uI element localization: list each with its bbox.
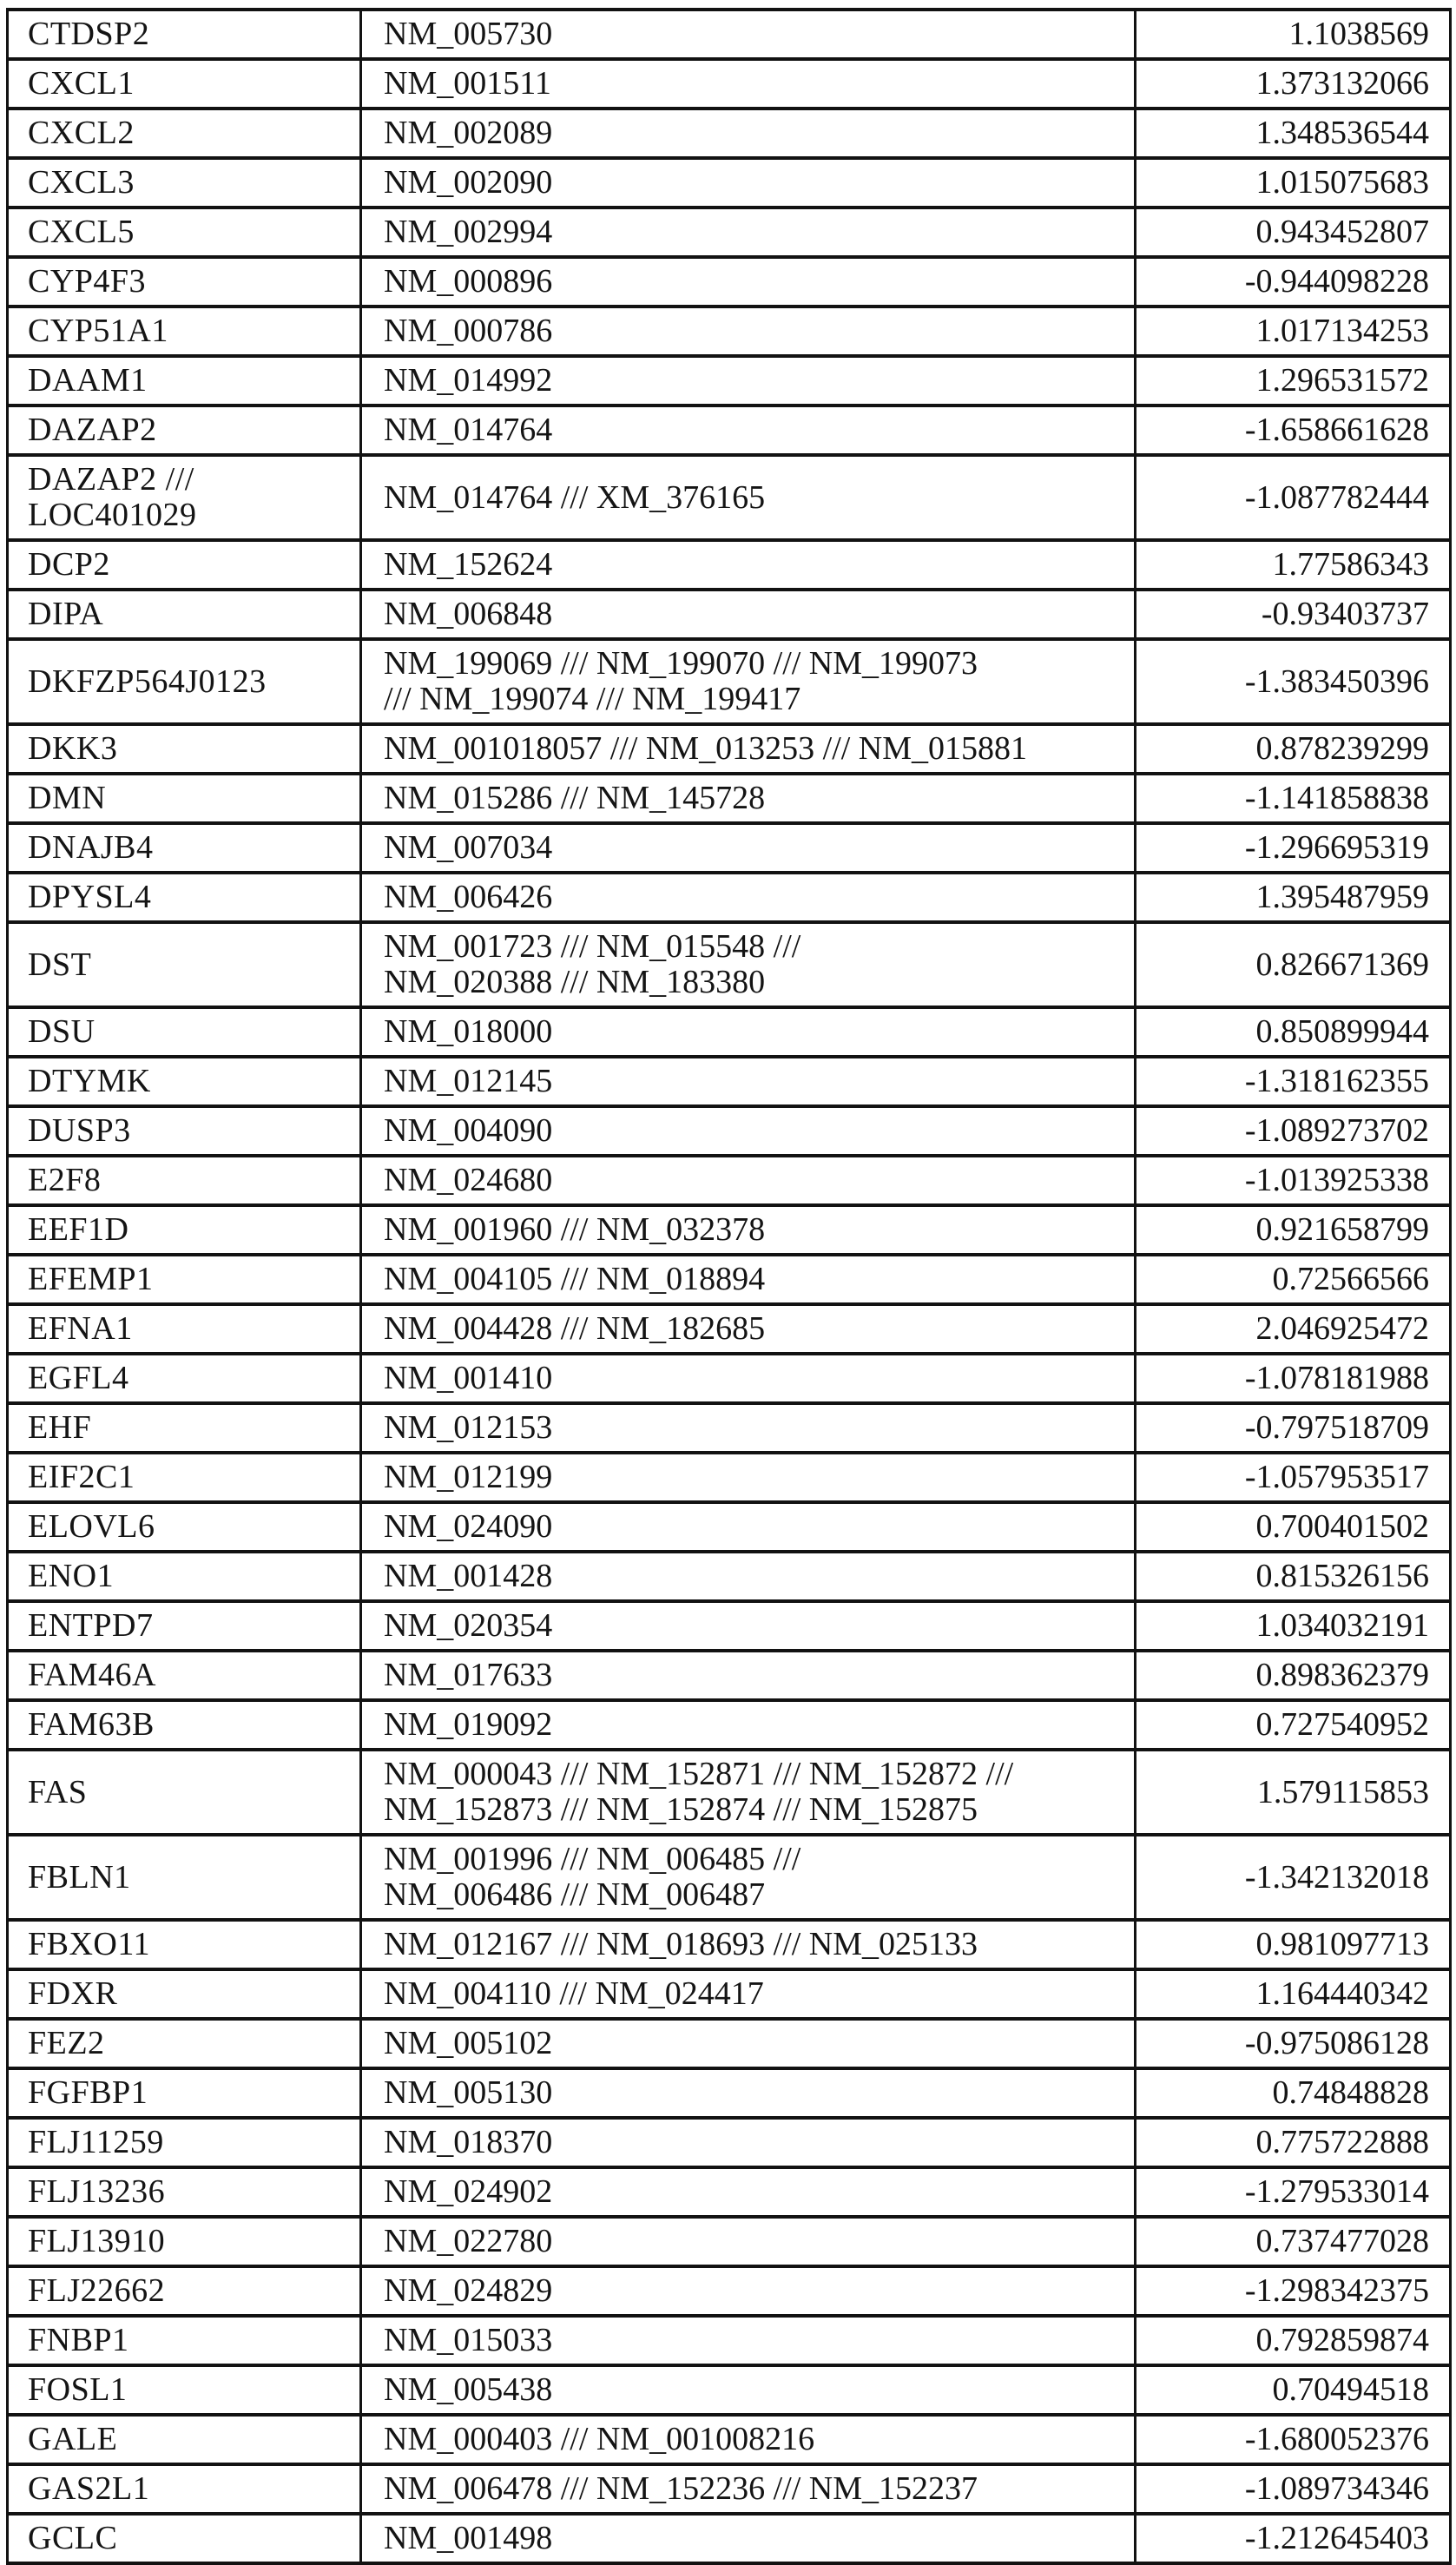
gene-table-body (8, 10, 1451, 2563)
accession-number-cell: NM_001498 (361, 2514, 1136, 2563)
accession-number-cell: NM_005438 (361, 2365, 1136, 2415)
table-row (8, 2316, 1451, 2365)
expression-value-cell: -1.680052376 (1136, 2415, 1451, 2464)
expression-value-cell: 1.77586343 (1136, 540, 1451, 590)
table-row (8, 1835, 1451, 1920)
gene-symbol-cell: ELOVL6 (8, 1502, 361, 1552)
accession-number-cell: NM_001511 (361, 59, 1136, 109)
expression-value-cell: -1.141858838 (1136, 774, 1451, 823)
expression-value-cell: -0.944098228 (1136, 257, 1451, 307)
gene-symbol-cell: ENO1 (8, 1552, 361, 1601)
table-row (8, 406, 1451, 455)
expression-value-cell: 0.850899944 (1136, 1007, 1451, 1057)
accession-number-cell: NM_002090 (361, 158, 1136, 208)
expression-value-cell: 1.579115853 (1136, 1750, 1451, 1835)
accession-number-cell: NM_001723 /// NM_015548 /// NM_020388 /// NM_183380 (361, 922, 1136, 1007)
accession-number-cell: NM_000403 /// NM_001008216 (361, 2415, 1136, 2464)
gene-symbol-cell: FAM46A (8, 1651, 361, 1700)
table-row (8, 1255, 1451, 1304)
accession-number-cell: NM_002994 (361, 208, 1136, 257)
accession-number-cell: NM_024902 (361, 2167, 1136, 2217)
gene-symbol-cell: DKK3 (8, 724, 361, 774)
expression-value-cell: -0.975086128 (1136, 2019, 1451, 2068)
expression-value-cell: -1.342132018 (1136, 1835, 1451, 1920)
table-row (8, 1969, 1451, 2019)
accession-number-cell: NM_001996 /// NM_006485 /// NM_006486 /// NM_006487 (361, 1835, 1136, 1920)
gene-symbol-cell: CXCL2 (8, 109, 361, 158)
expression-value-cell: 1.296531572 (1136, 356, 1451, 406)
table-row (8, 1700, 1451, 1750)
expression-value-cell: -1.279533014 (1136, 2167, 1451, 2217)
accession-number-cell: NM_015033 (361, 2316, 1136, 2365)
table-row (8, 2118, 1451, 2167)
gene-symbol-cell: ENTPD7 (8, 1601, 361, 1651)
accession-number-cell: NM_002089 (361, 109, 1136, 158)
table-row (8, 1304, 1451, 1354)
expression-value-cell: 0.74848828 (1136, 2068, 1451, 2118)
accession-number-cell: NM_014764 (361, 406, 1136, 455)
accession-number-cell: NM_024829 (361, 2266, 1136, 2316)
gene-symbol-cell: DCP2 (8, 540, 361, 590)
accession-number-cell: NM_012145 (361, 1057, 1136, 1106)
expression-value-cell: -1.296695319 (1136, 823, 1451, 873)
accession-number-cell: NM_020354 (361, 1601, 1136, 1651)
accession-number-cell: NM_004105 /// NM_018894 (361, 1255, 1136, 1304)
expression-value-cell: -1.383450396 (1136, 639, 1451, 724)
expression-value-cell: -1.318162355 (1136, 1057, 1451, 1106)
accession-number-cell: NM_014764 /// XM_376165 (361, 455, 1136, 540)
table-row (8, 540, 1451, 590)
gene-symbol-cell: DMN (8, 774, 361, 823)
table-row (8, 1354, 1451, 1403)
gene-symbol-cell: GALE (8, 2415, 361, 2464)
table-row (8, 455, 1451, 540)
table-row (8, 1601, 1451, 1651)
gene-symbol-cell: FLJ22662 (8, 2266, 361, 2316)
gene-symbol-cell: EFNA1 (8, 1304, 361, 1354)
table-row (8, 1106, 1451, 1156)
table-row (8, 639, 1451, 724)
expression-value-cell: 0.792859874 (1136, 2316, 1451, 2365)
accession-number-cell: NM_007034 (361, 823, 1136, 873)
table-row (8, 590, 1451, 639)
gene-symbol-cell: FLJ13910 (8, 2217, 361, 2266)
gene-symbol-cell: FOSL1 (8, 2365, 361, 2415)
accession-number-cell: NM_000786 (361, 307, 1136, 356)
expression-value-cell: -1.089734346 (1136, 2464, 1451, 2514)
expression-value-cell: 0.826671369 (1136, 922, 1451, 1007)
accession-number-cell: NM_001410 (361, 1354, 1136, 1403)
gene-symbol-cell: FGFBP1 (8, 2068, 361, 2118)
table-row (8, 10, 1451, 59)
table-row (8, 2464, 1451, 2514)
table-row (8, 2365, 1451, 2415)
expression-value-cell: 0.775722888 (1136, 2118, 1451, 2167)
accession-number-cell: NM_019092 (361, 1700, 1136, 1750)
gene-symbol-cell: FAM63B (8, 1700, 361, 1750)
table-row (8, 356, 1451, 406)
table-row (8, 2514, 1451, 2563)
accession-number-cell: NM_000896 (361, 257, 1136, 307)
gene-symbol-cell: DUSP3 (8, 1106, 361, 1156)
accession-number-cell: NM_000043 /// NM_152871 /// NM_152872 /// NM_152873 /// NM_152874 /// NM_152875 (361, 1750, 1136, 1835)
expression-value-cell: 0.981097713 (1136, 1920, 1451, 1969)
expression-value-cell: 0.815326156 (1136, 1552, 1451, 1601)
accession-number-cell: NM_004428 /// NM_182685 (361, 1304, 1136, 1354)
expression-value-cell: 1.395487959 (1136, 873, 1451, 922)
gene-symbol-cell: CXCL5 (8, 208, 361, 257)
gene-symbol-cell: CTDSP2 (8, 10, 361, 59)
gene-symbol-cell: FLJ11259 (8, 2118, 361, 2167)
gene-symbol-cell: DNAJB4 (8, 823, 361, 873)
table-row (8, 307, 1451, 356)
gene-symbol-cell: CYP51A1 (8, 307, 361, 356)
table-row (8, 1750, 1451, 1835)
table-row (8, 2019, 1451, 2068)
gene-symbol-cell: EHF (8, 1403, 361, 1453)
expression-value-cell: 0.70494518 (1136, 2365, 1451, 2415)
table-row (8, 873, 1451, 922)
accession-number-cell: NM_001428 (361, 1552, 1136, 1601)
expression-value-cell: 0.727540952 (1136, 1700, 1451, 1750)
table-row (8, 59, 1451, 109)
accession-number-cell: NM_006426 (361, 873, 1136, 922)
gene-symbol-cell: CXCL1 (8, 59, 361, 109)
expression-value-cell: -1.658661628 (1136, 406, 1451, 455)
table-row (8, 1205, 1451, 1255)
expression-value-cell: -0.93403737 (1136, 590, 1451, 639)
expression-value-cell: 0.921658799 (1136, 1205, 1451, 1255)
gene-symbol-cell: GAS2L1 (8, 2464, 361, 2514)
accession-number-cell: NM_199069 /// NM_199070 /// NM_199073 /// NM_199074 /// NM_199417 (361, 639, 1136, 724)
gene-symbol-cell: CXCL3 (8, 158, 361, 208)
accession-number-cell: NM_018370 (361, 2118, 1136, 2167)
table-row (8, 2068, 1451, 2118)
expression-value-cell: -1.089273702 (1136, 1106, 1451, 1156)
expression-value-cell: 1.373132066 (1136, 59, 1451, 109)
expression-value-cell: 0.878239299 (1136, 724, 1451, 774)
expression-value-cell: 1.017134253 (1136, 307, 1451, 356)
gene-symbol-cell: FDXR (8, 1969, 361, 2019)
table-row (8, 1453, 1451, 1502)
gene-symbol-cell: DPYSL4 (8, 873, 361, 922)
gene-symbol-cell: FEZ2 (8, 2019, 361, 2068)
accession-number-cell: NM_004110 /// NM_024417 (361, 1969, 1136, 2019)
accession-number-cell: NM_006848 (361, 590, 1136, 639)
accession-number-cell: NM_012153 (361, 1403, 1136, 1453)
expression-value-cell: 0.943452807 (1136, 208, 1451, 257)
accession-number-cell: NM_022780 (361, 2217, 1136, 2266)
table-row (8, 774, 1451, 823)
table-row (8, 1502, 1451, 1552)
table-row (8, 208, 1451, 257)
table-row (8, 823, 1451, 873)
expression-value-cell: -0.797518709 (1136, 1403, 1451, 1453)
table-row (8, 1403, 1451, 1453)
table-row (8, 2167, 1451, 2217)
expression-value-cell: 1.164440342 (1136, 1969, 1451, 2019)
gene-symbol-cell: DAAM1 (8, 356, 361, 406)
accession-number-cell: NM_001960 /// NM_032378 (361, 1205, 1136, 1255)
accession-number-cell: NM_001018057 /// NM_013253 /// NM_015881 (361, 724, 1136, 774)
expression-value-cell: -1.087782444 (1136, 455, 1451, 540)
gene-expression-table (6, 8, 1452, 2565)
accession-number-cell: NM_005102 (361, 2019, 1136, 2068)
table-row (8, 1057, 1451, 1106)
gene-symbol-cell: DAZAP2 /// LOC401029 (8, 455, 361, 540)
table-row (8, 1920, 1451, 1969)
accession-number-cell: NM_015286 /// NM_145728 (361, 774, 1136, 823)
table-row (8, 109, 1451, 158)
expression-value-cell: 2.046925472 (1136, 1304, 1451, 1354)
accession-number-cell: NM_012199 (361, 1453, 1136, 1502)
expression-value-cell: 0.737477028 (1136, 2217, 1451, 2266)
expression-value-cell: 1.034032191 (1136, 1601, 1451, 1651)
table-row (8, 1651, 1451, 1700)
accession-number-cell: NM_014992 (361, 356, 1136, 406)
expression-value-cell: 1.015075683 (1136, 158, 1451, 208)
expression-value-cell: -1.013925338 (1136, 1156, 1451, 1205)
gene-symbol-cell: FBLN1 (8, 1835, 361, 1920)
table-row (8, 2266, 1451, 2316)
gene-symbol-cell: FAS (8, 1750, 361, 1835)
gene-symbol-cell: FNBP1 (8, 2316, 361, 2365)
gene-symbol-cell: EEF1D (8, 1205, 361, 1255)
gene-symbol-cell: CYP4F3 (8, 257, 361, 307)
table-row (8, 724, 1451, 774)
expression-value-cell: 1.348536544 (1136, 109, 1451, 158)
accession-number-cell: NM_018000 (361, 1007, 1136, 1057)
gene-symbol-cell: E2F8 (8, 1156, 361, 1205)
table-row (8, 922, 1451, 1007)
gene-symbol-cell: GCLC (8, 2514, 361, 2563)
expression-value-cell: 1.1038569 (1136, 10, 1451, 59)
table-row (8, 1156, 1451, 1205)
expression-value-cell: 0.72566566 (1136, 1255, 1451, 1304)
accession-number-cell: NM_024680 (361, 1156, 1136, 1205)
table-row (8, 1552, 1451, 1601)
gene-symbol-cell: FLJ13236 (8, 2167, 361, 2217)
table-row (8, 257, 1451, 307)
gene-symbol-cell: DKFZP564J0123 (8, 639, 361, 724)
gene-symbol-cell: EFEMP1 (8, 1255, 361, 1304)
table-row (8, 158, 1451, 208)
gene-symbol-cell: DST (8, 922, 361, 1007)
accession-number-cell: NM_004090 (361, 1106, 1136, 1156)
table-row (8, 2415, 1451, 2464)
accession-number-cell: NM_152624 (361, 540, 1136, 590)
accession-number-cell: NM_017633 (361, 1651, 1136, 1700)
table-row (8, 2217, 1451, 2266)
gene-symbol-cell: FBXO11 (8, 1920, 361, 1969)
gene-symbol-cell: DIPA (8, 590, 361, 639)
accession-number-cell: NM_005730 (361, 10, 1136, 59)
gene-symbol-cell: EGFL4 (8, 1354, 361, 1403)
expression-value-cell: -1.078181988 (1136, 1354, 1451, 1403)
accession-number-cell: NM_012167 /// NM_018693 /// NM_025133 (361, 1920, 1136, 1969)
expression-value-cell: -1.298342375 (1136, 2266, 1451, 2316)
table-row (8, 1007, 1451, 1057)
gene-symbol-cell: DAZAP2 (8, 406, 361, 455)
expression-value-cell: -1.057953517 (1136, 1453, 1451, 1502)
gene-symbol-cell: EIF2C1 (8, 1453, 361, 1502)
expression-value-cell: -1.212645403 (1136, 2514, 1451, 2563)
accession-number-cell: NM_006478 /// NM_152236 /// NM_152237 (361, 2464, 1136, 2514)
gene-symbol-cell: DSU (8, 1007, 361, 1057)
gene-symbol-cell: DTYMK (8, 1057, 361, 1106)
expression-value-cell: 0.898362379 (1136, 1651, 1451, 1700)
accession-number-cell: NM_024090 (361, 1502, 1136, 1552)
accession-number-cell: NM_005130 (361, 2068, 1136, 2118)
expression-value-cell: 0.700401502 (1136, 1502, 1451, 1552)
